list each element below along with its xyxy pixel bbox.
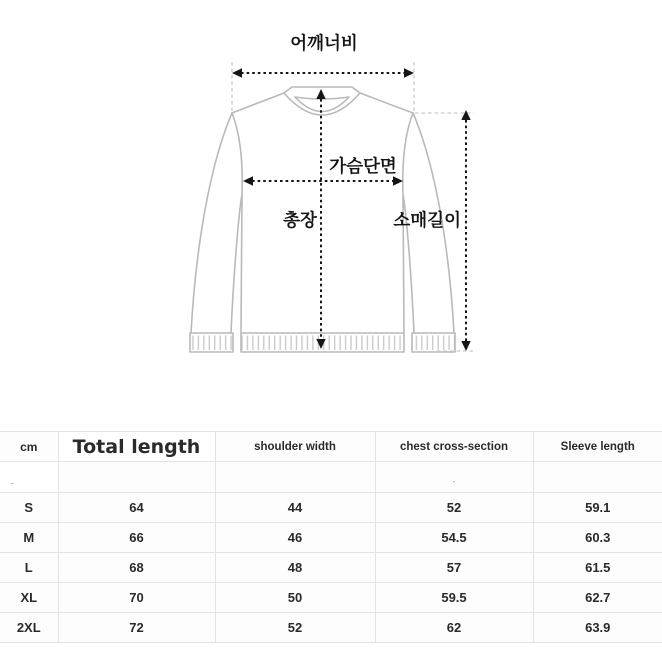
left-sleeve	[191, 113, 242, 333]
size-chart-table	[0, 431, 662, 643]
cell-sleeve-length: 61.5	[533, 553, 662, 583]
cell-chest: 52	[375, 493, 533, 523]
guide-lines	[232, 62, 474, 351]
cell-size: 2XL	[0, 613, 58, 643]
spacer-cell	[533, 462, 662, 493]
cell-shoulder-width: 46	[215, 523, 375, 553]
header-sleeve-length: Sleeve length	[533, 432, 662, 462]
spacer-cell	[215, 462, 375, 493]
cell-chest: 59.5	[375, 583, 533, 613]
cell-chest: 54.5	[375, 523, 533, 553]
cell-total-length: 72	[58, 613, 215, 643]
header-chest: chest cross-section	[375, 432, 533, 462]
header-row	[0, 432, 662, 462]
cell-chest: 57	[375, 553, 533, 583]
cell-shoulder-width: 52	[215, 613, 375, 643]
total-length-label: 총장	[283, 210, 317, 230]
size-row-s	[0, 493, 662, 523]
size-row-l	[0, 553, 662, 583]
cell-sleeve-length: 59.1	[533, 493, 662, 523]
cell-chest: 62	[375, 613, 533, 643]
sleeve-length-label: 소매길이	[393, 210, 461, 230]
cell-total-length: 66	[58, 523, 215, 553]
cell-size: L	[0, 553, 58, 583]
cell-size: S	[0, 493, 58, 523]
header-unit: cm	[0, 432, 58, 462]
cell-size: XL	[0, 583, 58, 613]
cell-sleeve-length: 62.7	[533, 583, 662, 613]
spacer-left-mark: -	[0, 462, 58, 493]
cell-sleeve-length: 60.3	[533, 523, 662, 553]
shoulder-width-label: 어깨너비	[290, 33, 358, 53]
chest-label: 가슴단면	[329, 156, 397, 176]
size-row-m	[0, 523, 662, 553]
cell-total-length: 70	[58, 583, 215, 613]
cell-total-length: 68	[58, 553, 215, 583]
cell-shoulder-width: 48	[215, 553, 375, 583]
cell-total-length: 64	[58, 493, 215, 523]
spacer-chest-mark: -	[375, 462, 533, 493]
cell-shoulder-width: 44	[215, 493, 375, 523]
spacer-row	[0, 462, 662, 493]
header-shoulder-width: shoulder width	[215, 432, 375, 462]
size-row-xl	[0, 583, 662, 613]
measurement-arrows	[241, 73, 466, 341]
header-total-length: Total length	[58, 432, 215, 462]
left-cuff	[190, 333, 233, 352]
cell-shoulder-width: 50	[215, 583, 375, 613]
size-row-2xl	[0, 613, 662, 643]
cell-size: M	[0, 523, 58, 553]
right-cuff	[412, 333, 455, 352]
spacer-cell	[58, 462, 215, 493]
cell-sleeve-length: 63.9	[533, 613, 662, 643]
